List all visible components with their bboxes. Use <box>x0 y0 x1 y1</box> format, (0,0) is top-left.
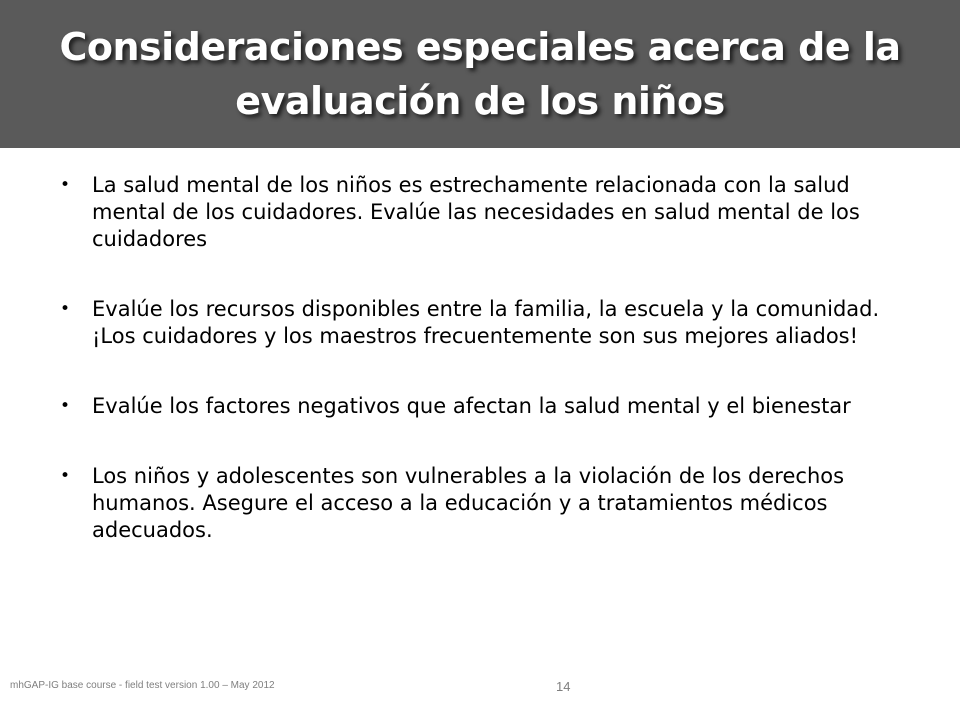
bullet-item <box>60 296 920 350</box>
bullet-item <box>60 463 920 544</box>
footer-caption: mhGAP-IG base course - field test version 1.00 – May 2012 <box>10 680 275 691</box>
bullet-text: Evalúe los recursos disponibles entre la familia, la escuela y la comunidad. ¡Los cuidadores y los maestros frecuentemente son sus mejores aliados! <box>92 297 880 348</box>
slide-title: Consideraciones especiales acerca de la evaluación de los niños <box>59 25 901 123</box>
bullet-marker: • <box>60 466 71 486</box>
bullet-marker: • <box>60 396 71 416</box>
bullet-list <box>60 172 920 544</box>
bullet-marker: • <box>60 299 71 319</box>
bullet-text: Evalúe los factores negativos que afectan la salud mental y el bienestar <box>92 394 851 418</box>
bullet-item <box>60 172 920 253</box>
bullet-text: La salud mental de los niños es estrechamente relacionada con la salud mental de los cuidadores. Evalúe las necesidades en salud mental de los cuidadores <box>92 173 860 251</box>
bullet-text: Los niños y adolescentes son vulnerables a la violación de los derechos humanos. Asegure el acceso a la educación y a tratamientos médicos adecuados. <box>92 464 845 542</box>
title-banner <box>0 0 960 148</box>
page-number: 14 <box>556 679 571 694</box>
bullet-marker: • <box>60 175 71 195</box>
bullet-item <box>60 393 920 420</box>
